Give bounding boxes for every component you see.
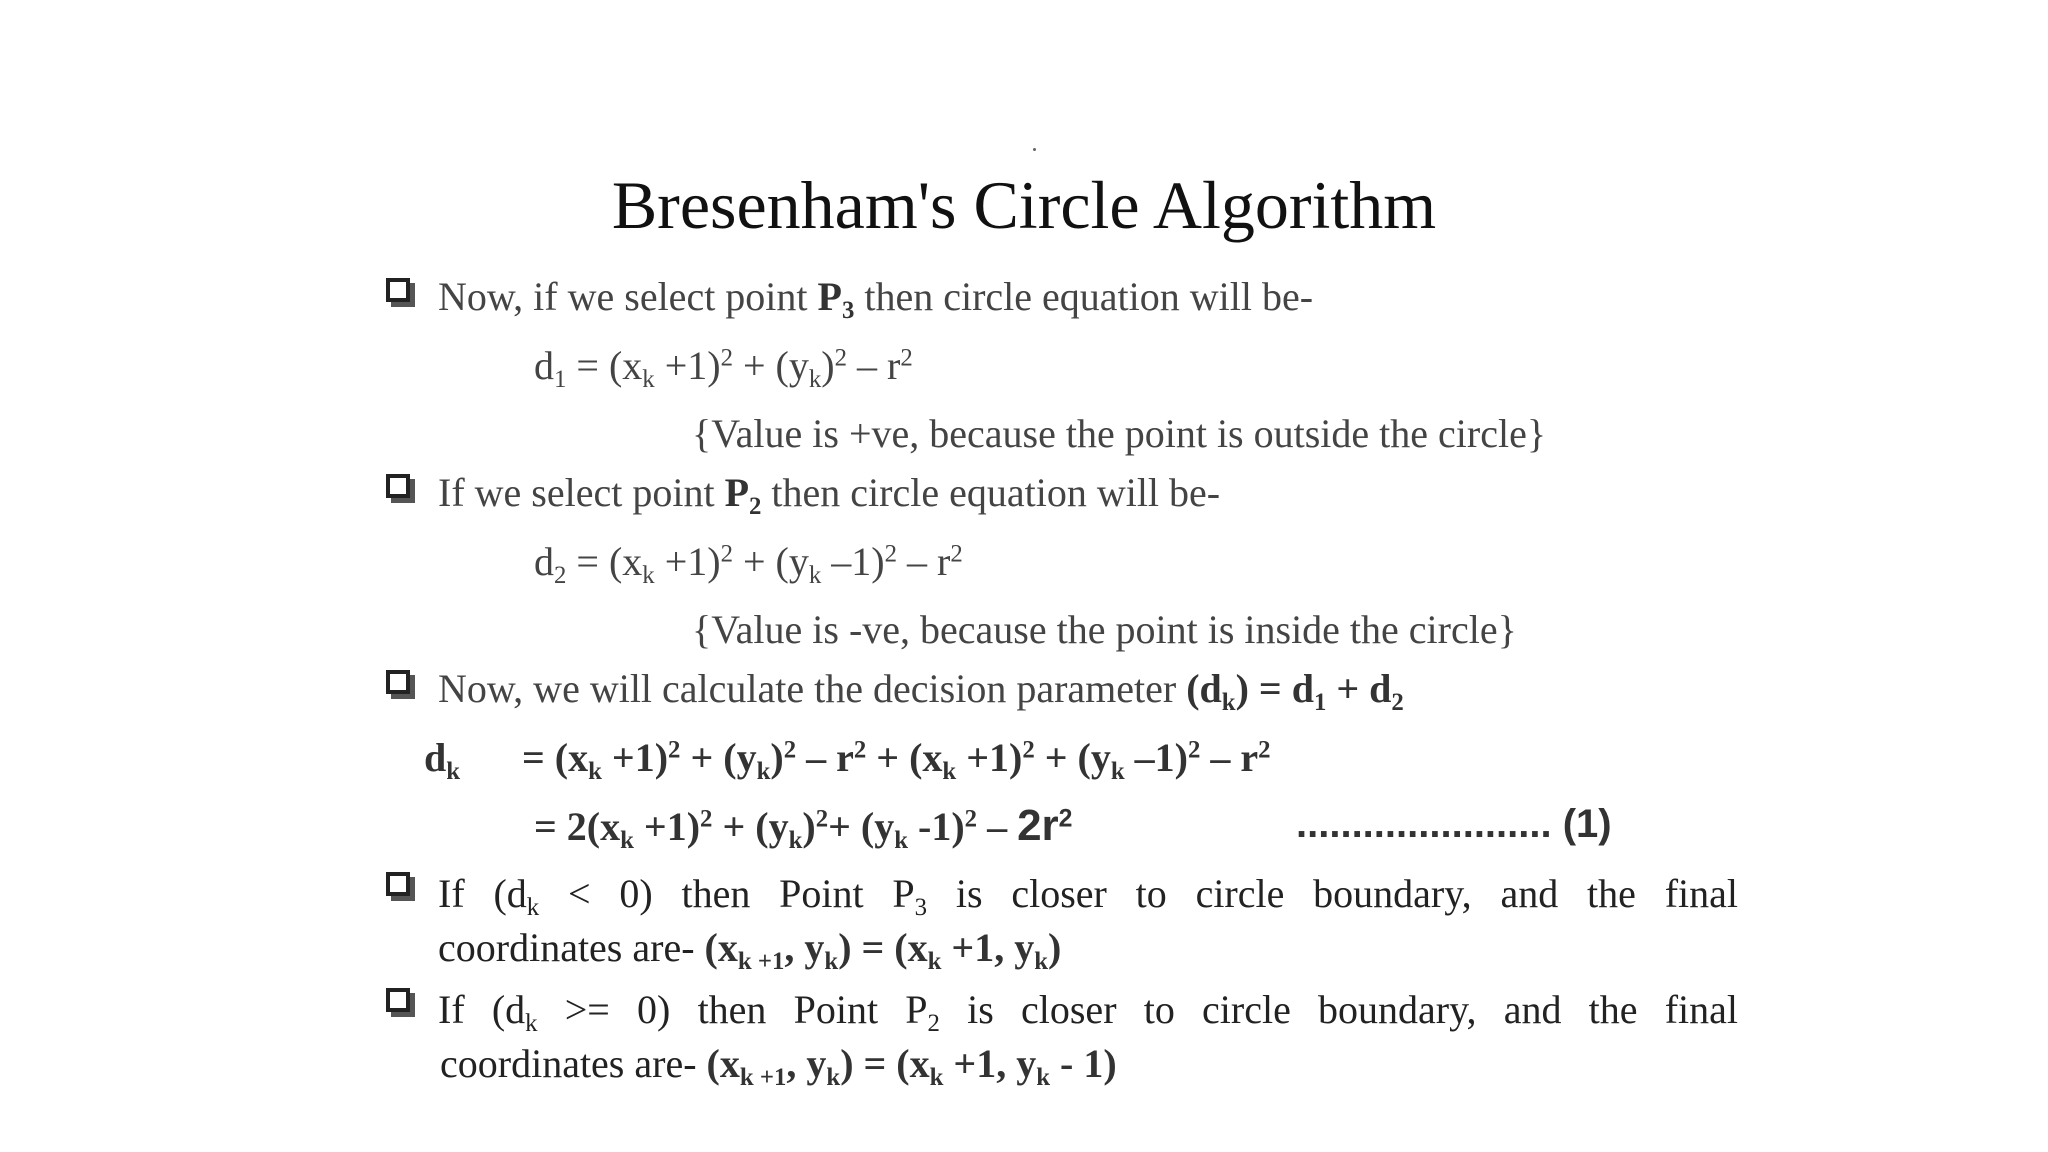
note-outside-circle: {Value is +ve, because the point is outside the circle} [692, 411, 1547, 456]
equation-dk-simplified: = $2(x_k +1)^2 + (y_k)^2+ (y_k$ $-1)^2 - 2r^2$ [534, 801, 1073, 854]
bullet-4-coordinates: coordinates are- ($x_{k +1}$, $y_k) = (x_k +1$, $y_k$) [438, 925, 1062, 975]
bullet-3-text: Now, we will calculate the decision parameter $(d_k) = d_1 + d_2$ [438, 666, 1404, 716]
equation-d1: $d_1 = (x_k +1)^2 + (y_k)^2 - r^2$ [534, 343, 913, 393]
bullet-5-coordinates: coordinates are- ($x_{k +1}$, $y_k) = (x_k +1$, $y_k - 1$) [440, 1041, 1117, 1091]
bullet-5-condition: If $(d_k >= 0)$ then Point $P_2$ is closer to circle boundary, and the final [438, 987, 1739, 1037]
equation-dk-expansion: = $(x_k +1)^2 + (y_k)^2 - r^2 + (x_k +1)^2 + (y_k$ $-1)^2 - r^2$ [522, 735, 1271, 785]
bullet-5-checkbox-icon [386, 988, 410, 1012]
equation-d2: $d_2 = (x_k +1)^2 + (y_k$ $-1)^2 - r^2$ [534, 539, 963, 589]
note-inside-circle: {Value is -ve, because the point is inside the circle} [692, 607, 1517, 652]
bullet-4-condition: If $(d_k < 0)$ then Point $P_3$ is closer to circle boundary, and the final [438, 871, 1738, 921]
equation-reference-1: ....................... (1) [1296, 802, 1612, 846]
bullet-1-checkbox-icon [386, 278, 410, 302]
bullet-2-text: If we select point $P_2$ then circle equation will be- [438, 470, 1221, 520]
slide-title: Bresenham's Circle Algorithm [611, 167, 1437, 243]
equation-dk-label: $d_k$ [424, 735, 461, 785]
decorative-dot [1033, 148, 1036, 151]
bullet-3-checkbox-icon [386, 670, 410, 694]
bullet-1-text: Now, if we select point $P_3$ then circle equation will be- [438, 274, 1314, 324]
bullet-4-checkbox-icon [386, 872, 410, 896]
bullet-2-checkbox-icon [386, 474, 410, 498]
